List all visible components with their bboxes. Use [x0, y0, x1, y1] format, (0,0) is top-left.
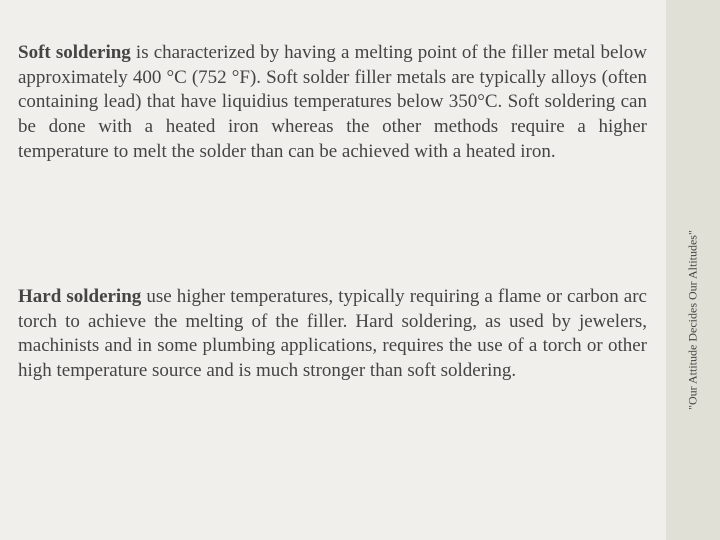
- hard-soldering-paragraph: [18, 285, 647, 384]
- hard-soldering-text: use higher temperatures, typically requiring a flame or carbon arc torch to achieve the melting of the filler. Hard soldering, as used by jewelers, machinists and in some plumbing applications, requires the use of a torch or other high temperature source and is much stronger than soft soldering.: [18, 286, 647, 382]
- soft-soldering-paragraph: [18, 41, 647, 165]
- soft-soldering-text: is characterized by having a melting point of the filler metal below approximately 400 °C (752 °F). Soft solder filler metals are typically alloys (often containing lead) that have liquidius temperatures below 350°C. Soft soldering can be done with a heated iron whereas the other methods require a higher temperature to melt the solder than can be achieved with a heated iron.: [18, 42, 647, 162]
- soft-soldering-term: Soft soldering: [18, 42, 131, 63]
- hard-soldering-term: Hard soldering: [18, 286, 142, 307]
- side-bar: [666, 0, 720, 540]
- side-caption-wrap: [666, 0, 720, 540]
- side-caption: "Our Attitude Decides Our Altitudes": [685, 230, 700, 410]
